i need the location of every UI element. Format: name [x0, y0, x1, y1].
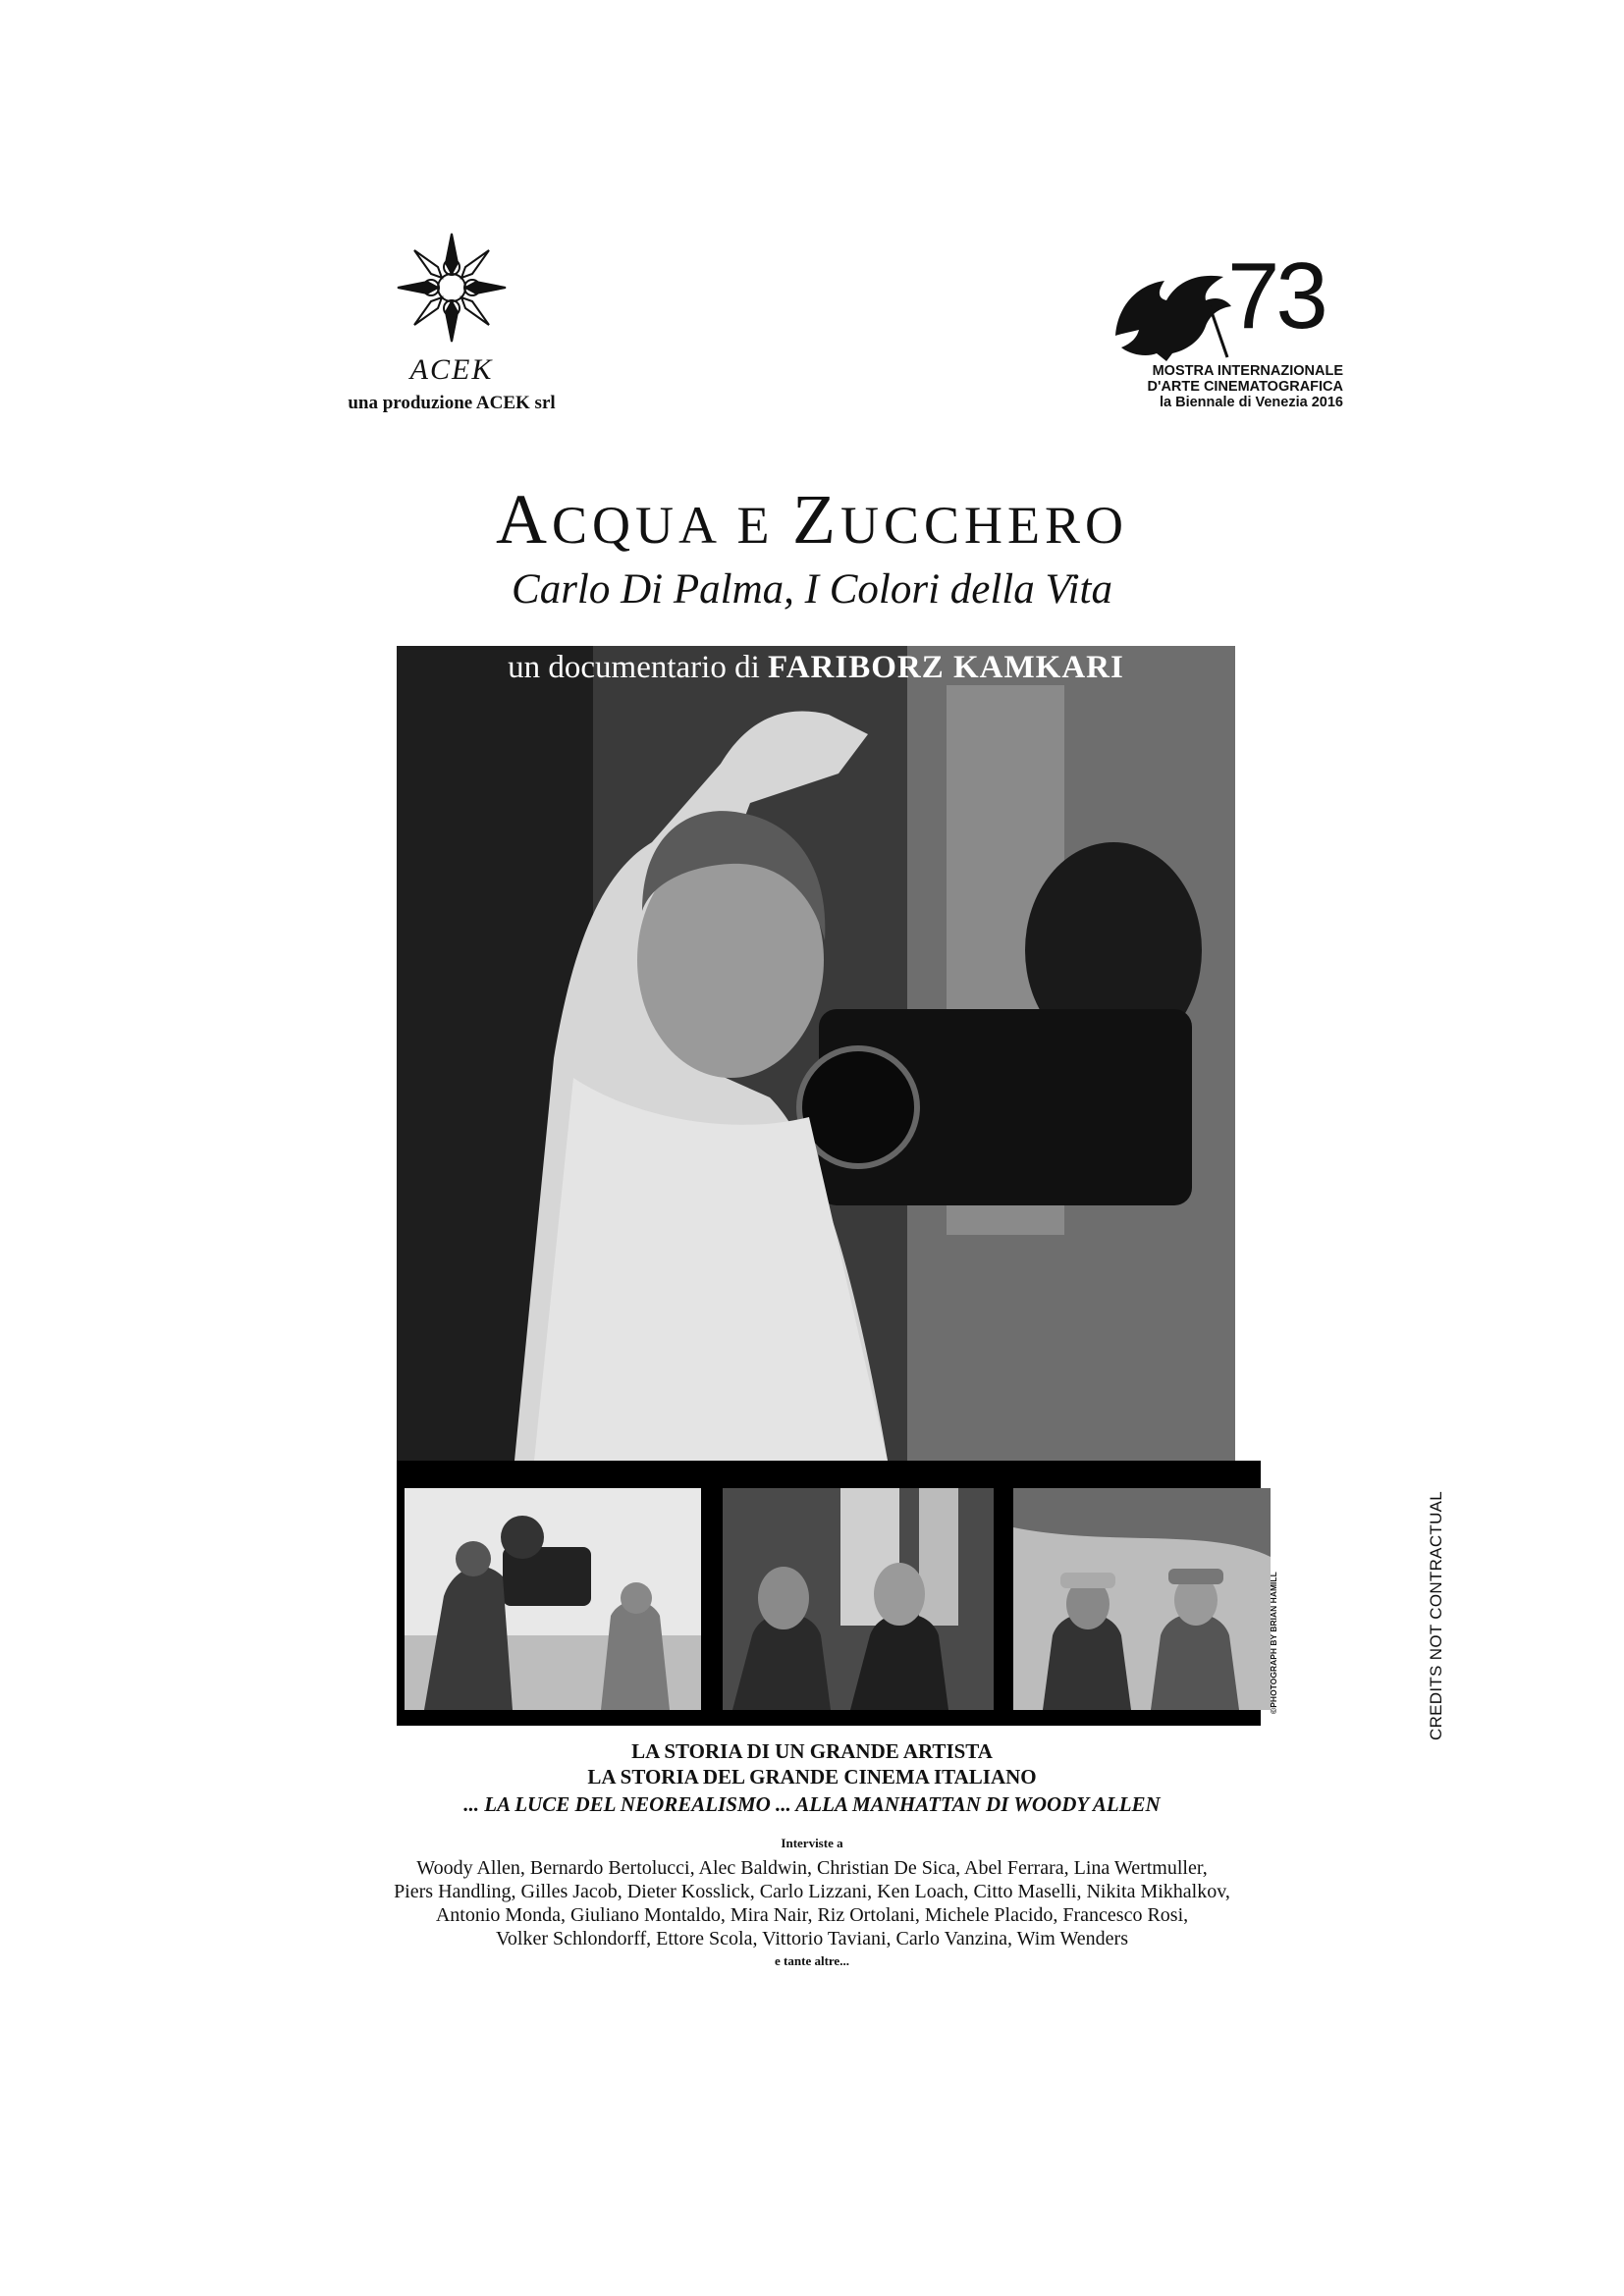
interviewees-line: Antonio Monda, Giuliano Montaldo, Mira Nair, Riz Ortolani, Michele Placido, Francesco Rosi, [435, 1904, 1189, 1926]
still-photo-two-men [723, 1488, 994, 1710]
festival-edition-number: 73 [1227, 243, 1325, 348]
director-credit [397, 650, 1235, 686]
film-title [0, 479, 1624, 561]
title-word-zucchero: UCCHERO [839, 496, 1129, 555]
festival-line-2: D'ARTE CINEMATOGRAFICA [1147, 379, 1343, 395]
interviewees-line: Piers Handling, Gilles Jacob, Dieter Kosslick, Carlo Lizzani, Ken Loach, Citto Maselli, Nikita Mikhalkov, [394, 1881, 1230, 1902]
credits-disclaimer [1422, 1461, 1447, 1745]
photo-strip [397, 1461, 1261, 1726]
still-photo-camera-crew [405, 1488, 701, 1710]
title-word-e: E [736, 496, 792, 555]
festival-line-3: la Biennale di Venezia 2016 [1160, 395, 1343, 410]
and-others-note: e tante altre... [775, 1953, 849, 1968]
main-photo [397, 646, 1235, 1461]
festival-name [1108, 363, 1343, 410]
director-name: FARIBORZ KAMKARI [768, 650, 1124, 685]
tagline-artist: LA STORIA DI UN GRANDE ARTISTA [631, 1739, 993, 1763]
production-tagline: una produzione ACEK srl [348, 393, 556, 413]
cinematographer-photo [397, 646, 1235, 1461]
interviews-label: Interviste a [781, 1836, 843, 1850]
acek-logo [334, 224, 569, 420]
interviewees-line: Volker Schlondorff, Ettore Scola, Vittorio Taviani, Carlo Vanzina, Wim Wenders [496, 1928, 1128, 1949]
winged-lion-icon [1108, 267, 1235, 365]
venice-festival-logo [1108, 243, 1343, 430]
interviewees-line: Woody Allen, Bernardo Bertolucci, Alec Baldwin, Christian De Sica, Abel Ferrara, Lina Wertmuller, [416, 1857, 1208, 1879]
title-initial-z: Z [792, 480, 840, 559]
acek-logo-text: ACEK [409, 353, 494, 386]
acek-emblem-icon [383, 224, 520, 351]
director-prefix: un documentario di [508, 650, 760, 685]
tagline-neorealism: ... LA LUCE DEL NEOREALISMO ... ALLA MANHATTAN DI WOODY ALLEN [463, 1792, 1161, 1816]
film-subtitle: Carlo Di Palma, I Colori della Vita [512, 566, 1112, 613]
title-word-acqua: CQUA [551, 496, 737, 555]
photo-credit-text: ©PHOTOGRAPH BY BRIAN HAMILL [1269, 1572, 1278, 1714]
festival-line-1: MOSTRA INTERNAZIONALE [1152, 363, 1343, 379]
tagline-cinema: LA STORIA DEL GRANDE CINEMA ITALIANO [587, 1765, 1037, 1789]
still-photo-woody-allen [1013, 1488, 1271, 1710]
title-initial-a: A [495, 480, 552, 559]
photo-credit [1261, 1498, 1282, 1720]
credits-disclaimer-text: CREDITS NOT CONTRACTUAL [1427, 1490, 1445, 1740]
